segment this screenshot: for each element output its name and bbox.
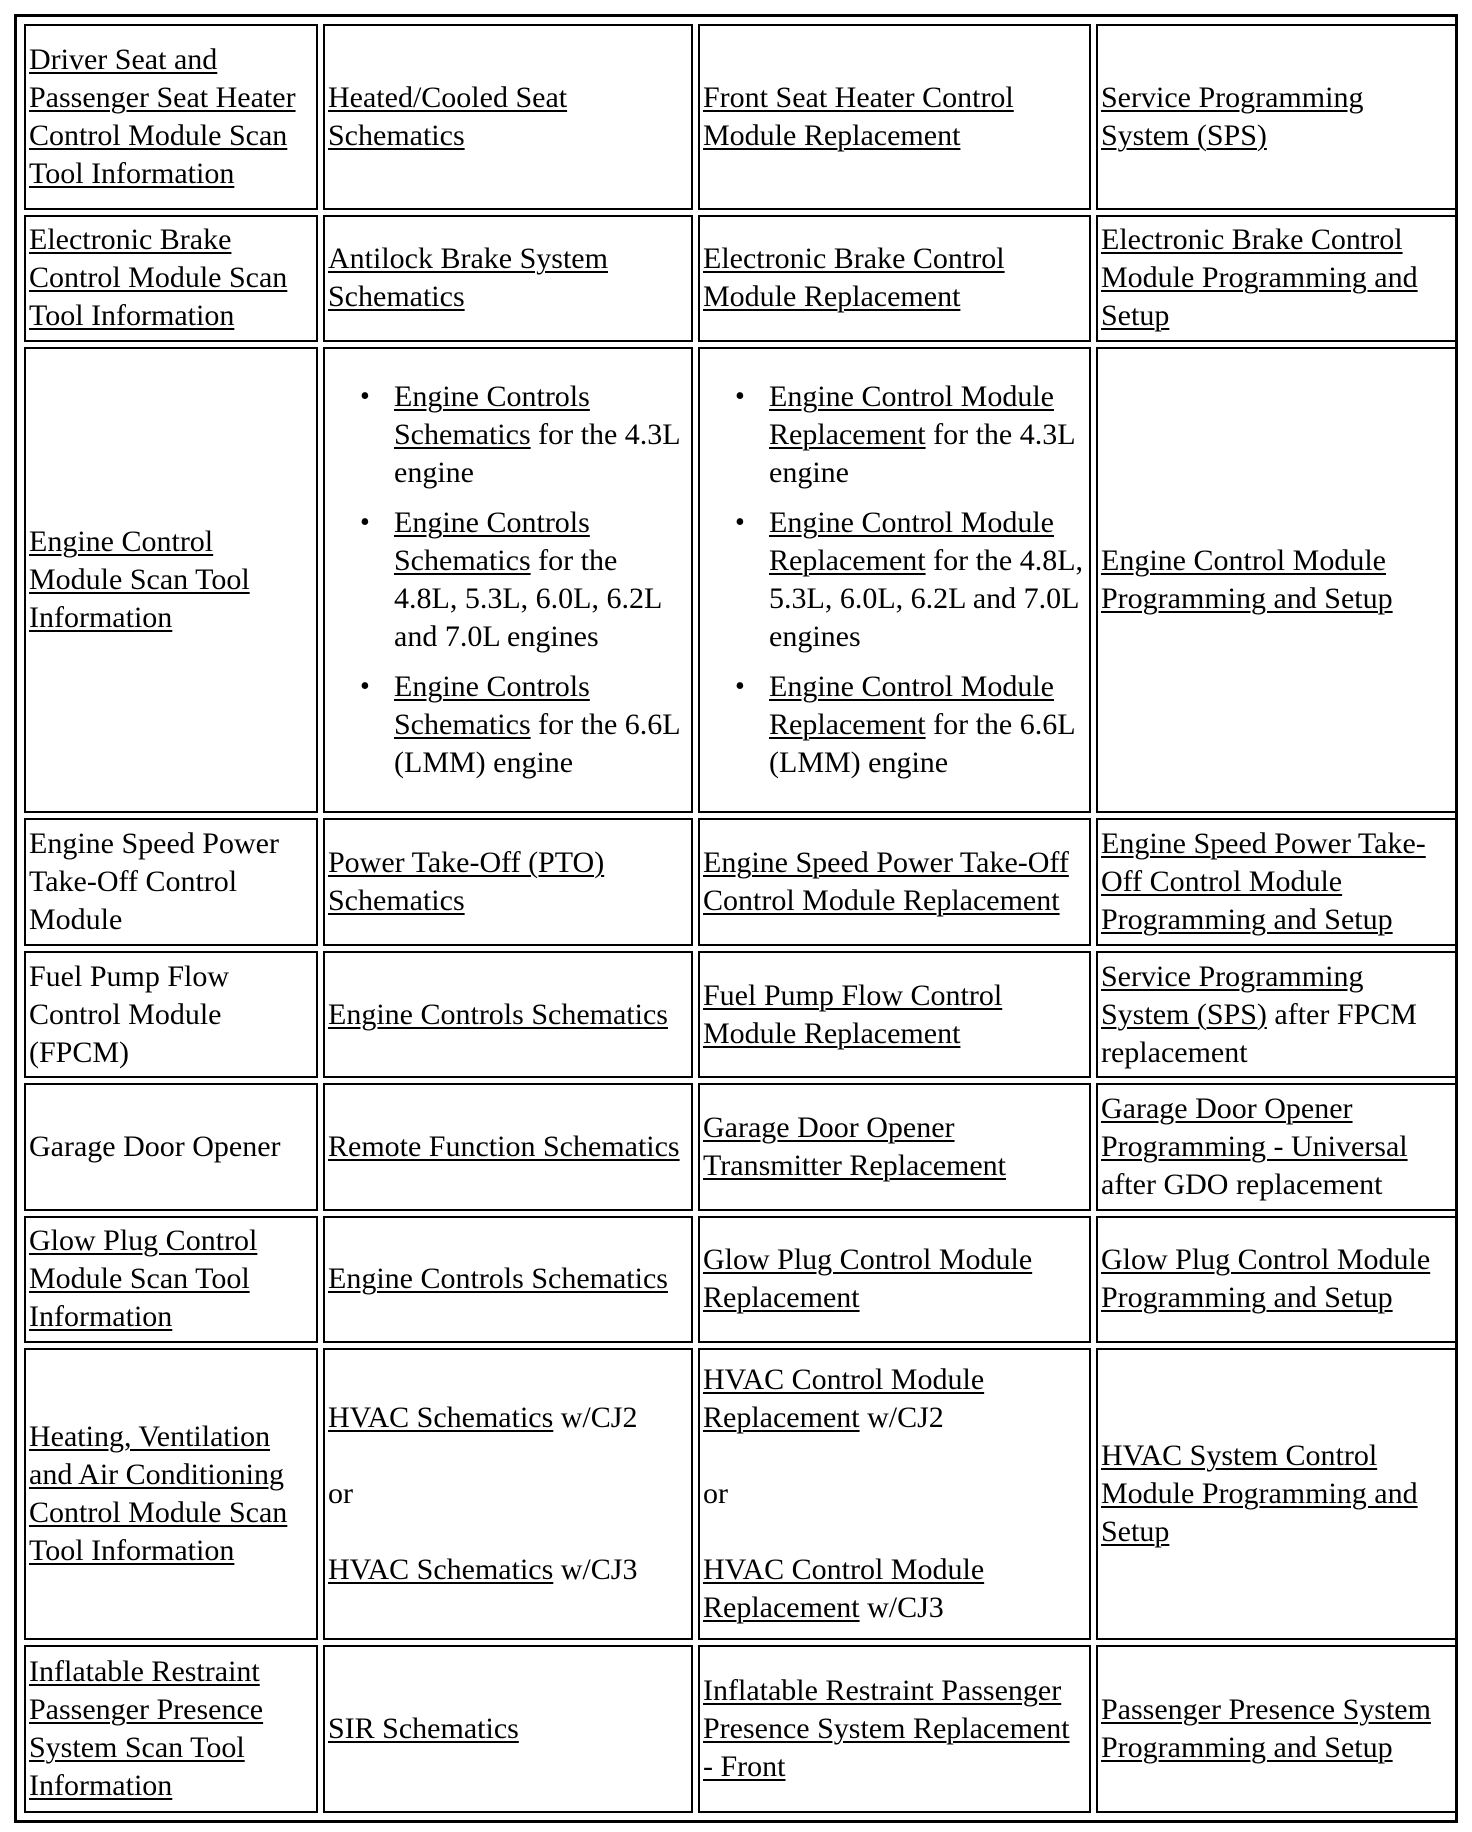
table-cell xyxy=(698,1645,1091,1813)
table-cell xyxy=(24,1083,318,1210)
table-cell xyxy=(1096,347,1457,813)
table-cell xyxy=(1096,951,1457,1078)
doc-link[interactable]: HVAC System Control Module Programming and Setup xyxy=(1101,1438,1418,1548)
doc-link[interactable]: Engine Controls Schematics xyxy=(394,670,590,742)
doc-link[interactable]: Engine Control Module Replacement xyxy=(769,670,1054,742)
doc-link[interactable]: Heating, Ventilation and Air Conditioning Control Module Scan Tool Information xyxy=(29,1419,288,1567)
doc-link[interactable]: Engine Control Module Replacement xyxy=(769,380,1054,452)
table-row xyxy=(24,24,1457,210)
table-cell xyxy=(1096,215,1457,342)
doc-link[interactable]: Service Programming System (SPS) xyxy=(1101,959,1364,1031)
table-cell xyxy=(323,24,693,210)
table-cell xyxy=(1096,1348,1457,1640)
doc-link[interactable]: Engine Control Module Replacement xyxy=(769,506,1054,578)
table-cell xyxy=(698,1348,1091,1640)
link-suffix: for the 4.8L, 5.3L, 6.0L, 6.2L and 7.0L engines xyxy=(394,544,662,654)
table-row xyxy=(24,951,1457,1078)
doc-link[interactable]: HVAC Schematics xyxy=(328,1400,554,1434)
doc-link[interactable]: SIR Schematics xyxy=(328,1711,519,1745)
table-cell xyxy=(698,1083,1091,1210)
table-cell xyxy=(323,1216,693,1343)
link-suffix: for the 6.6L (LMM) engine xyxy=(394,708,680,780)
link-suffix: w/CJ2 xyxy=(859,1400,944,1434)
table-cell xyxy=(24,215,318,342)
table-cell xyxy=(1096,818,1457,945)
doc-link[interactable]: Garage Door Opener Transmitter Replacement xyxy=(703,1110,1006,1182)
bullet-list xyxy=(328,378,688,782)
link-suffix: for the 4.8L, 5.3L, 6.0L, 6.2L and 7.0L engines xyxy=(769,544,1084,654)
table-cell xyxy=(323,951,693,1078)
table-cell xyxy=(698,215,1091,342)
table-cell xyxy=(24,347,318,813)
table-row xyxy=(24,1645,1457,1813)
table-cell xyxy=(1096,24,1457,210)
table-cell xyxy=(323,347,693,813)
table-cell xyxy=(1096,1216,1457,1343)
link-suffix: w/CJ3 xyxy=(553,1552,638,1586)
table-cell xyxy=(323,215,693,342)
table-cell xyxy=(323,1083,693,1210)
table-row xyxy=(24,215,1457,342)
doc-link[interactable]: Electronic Brake Control Module Replacement xyxy=(703,242,1005,314)
list-item xyxy=(394,378,688,492)
table-cell xyxy=(323,1348,693,1640)
table-cell xyxy=(1096,1645,1457,1813)
doc-link[interactable]: Electronic Brake Control Module Programming and Setup xyxy=(1101,223,1418,333)
table-cell xyxy=(323,1645,693,1813)
doc-link[interactable]: Electronic Brake Control Module Scan Tool Information xyxy=(29,223,288,333)
table-cell xyxy=(698,1216,1091,1343)
list-item xyxy=(769,378,1086,492)
doc-link[interactable]: Inflatable Restraint Passenger Presence System Scan Tool Information xyxy=(29,1654,264,1802)
table-cell xyxy=(24,1348,318,1640)
doc-link[interactable]: Service Programming System (SPS) xyxy=(1101,80,1364,152)
doc-link[interactable]: Power Take-Off (PTO) Schematics xyxy=(328,846,605,918)
list-item xyxy=(769,504,1086,656)
table-row xyxy=(24,1216,1457,1343)
bullet-list xyxy=(703,378,1086,782)
doc-link[interactable]: Engine Speed Power Take-Off Control Module Programming and Setup xyxy=(1101,827,1426,937)
doc-link[interactable]: HVAC Control Module Replacement xyxy=(703,1552,985,1624)
table-cell xyxy=(24,818,318,945)
table-row xyxy=(24,1083,1457,1210)
doc-link[interactable]: Inflatable Restraint Passenger Presence System Replacement - Front xyxy=(703,1673,1070,1783)
doc-link[interactable]: Front Seat Heater Control Module Replacement xyxy=(703,80,1014,152)
link-suffix: w/CJ2 xyxy=(553,1400,638,1434)
or-separator: or xyxy=(703,1476,728,1510)
doc-link[interactable]: Engine Control Module Programming and Setup xyxy=(1101,544,1393,616)
module-name: Fuel Pump Flow Control Module (FPCM) xyxy=(29,959,230,1069)
table-row xyxy=(24,818,1457,945)
list-item xyxy=(394,504,688,656)
link-suffix: for the 6.6L (LMM) engine xyxy=(769,708,1075,780)
link-suffix: for the 4.3L engine xyxy=(394,418,680,490)
module-reference-table xyxy=(19,19,1462,1818)
table-cell xyxy=(698,24,1091,210)
link-suffix: after GDO replacement xyxy=(1101,1167,1383,1201)
doc-link[interactable]: Fuel Pump Flow Control Module Replacement xyxy=(703,978,1003,1050)
doc-link[interactable]: Glow Plug Control Module Scan Tool Information xyxy=(29,1224,258,1334)
table-cell xyxy=(698,347,1091,813)
table-cell xyxy=(698,818,1091,945)
table-cell xyxy=(698,951,1091,1078)
doc-link[interactable]: Engine Control Module Scan Tool Information xyxy=(29,525,250,635)
link-suffix: for the 4.3L engine xyxy=(769,418,1075,490)
list-item xyxy=(394,668,688,782)
doc-link[interactable]: Antilock Brake System Schematics xyxy=(328,242,608,314)
table-cell xyxy=(323,818,693,945)
doc-link[interactable]: HVAC Schematics xyxy=(328,1552,554,1586)
table-cell xyxy=(24,1645,318,1813)
link-suffix: after FPCM replacement xyxy=(1101,997,1417,1069)
table-cell xyxy=(24,24,318,210)
doc-link[interactable]: Driver Seat and Passenger Seat Heater Control Module Scan Tool Information xyxy=(29,42,296,190)
doc-link[interactable]: Remote Function Schematics xyxy=(328,1129,680,1163)
module-reference-table-frame xyxy=(14,14,1458,1823)
doc-link[interactable]: Heated/Cooled Seat Schematics xyxy=(328,80,568,152)
doc-link[interactable]: Glow Plug Control Module Programming and Setup xyxy=(1101,1243,1431,1315)
doc-link[interactable]: HVAC Control Module Replacement xyxy=(703,1362,985,1434)
doc-link[interactable]: Engine Controls Schematics xyxy=(328,1262,668,1296)
table-row xyxy=(24,1348,1457,1640)
table-cell xyxy=(24,951,318,1078)
or-separator: or xyxy=(328,1476,353,1510)
table-row xyxy=(24,347,1457,813)
table-cell xyxy=(24,1216,318,1343)
list-item xyxy=(769,668,1086,782)
link-suffix: w/CJ3 xyxy=(859,1590,944,1624)
module-name: Engine Speed Power Take-Off Control Module xyxy=(29,827,279,937)
doc-link[interactable]: Engine Speed Power Take-Off Control Module Replacement xyxy=(703,846,1069,918)
doc-link[interactable]: Engine Controls Schematics xyxy=(394,380,590,452)
doc-link[interactable]: Passenger Presence System Programming and Setup xyxy=(1101,1692,1431,1764)
table-cell xyxy=(1096,1083,1457,1210)
doc-link[interactable]: Engine Controls Schematics xyxy=(394,506,590,578)
doc-link[interactable]: Engine Controls Schematics xyxy=(328,997,668,1031)
doc-link[interactable]: Garage Door Opener Programming - Universal xyxy=(1101,1091,1408,1163)
module-name: Garage Door Opener xyxy=(29,1129,281,1163)
doc-link[interactable]: Glow Plug Control Module Replacement xyxy=(703,1243,1033,1315)
